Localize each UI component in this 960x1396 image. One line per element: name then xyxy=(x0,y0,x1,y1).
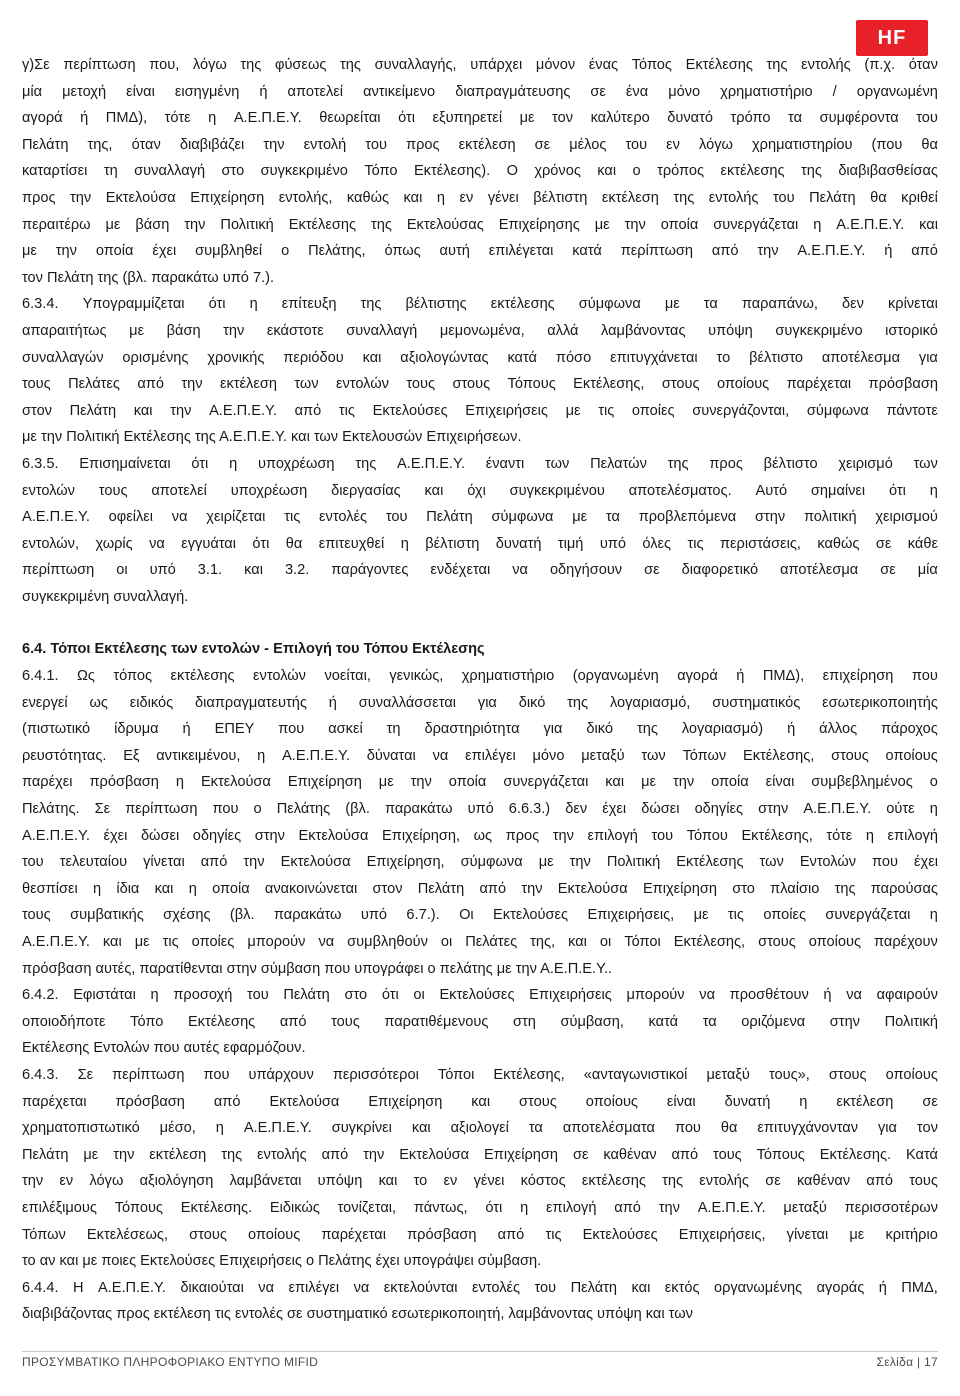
text-line: καταρτίσει τη συναλλαγή στο συγκεκριμένο Τόπο Εκτέλεσης). Ο χρόνος και ο τρόπος εκτέλεσης της διαβιβασθείσας xyxy=(22,163,938,180)
paragraph-p644 xyxy=(22,1275,938,1328)
text-line: τους Πελάτες από την εκτέλεση των εντολών τους στους Τόπους Εκτέλεσης, στους οποίους παρέχεται πρόσβαση xyxy=(22,376,938,393)
text-line: του τελευταίου γίνεται από την Εκτελούσα Επιχείρηση, σύμφωνα με την Πολιτική Εκτέλεσης των Εντολών που έχει xyxy=(22,854,938,871)
text-line: παρέχεται πρόσβαση από Εκτελούσα Επιχείρηση και στους οποίους είναι δυνατή η εκτέλεση σε xyxy=(22,1093,938,1110)
text-line: το αν και με ποιες Εκτελούσες Επιχειρήσεις ο Πελάτης έχει υπογράψει σύμβαση. xyxy=(22,1253,542,1270)
text-line: στον Πελάτη και την Α.Ε.Π.Ε.Υ. από τις Εκτελούσες Επιχειρήσεις με τις οποίες συνεργάζονται, σύμφωνα πάντοτε xyxy=(22,402,938,419)
text-line: προς την Εκτελούσα Επιχείρηση εντολής, καθώς και η εν γένει βέλτιστη εκτέλεση της εντολής του Πελάτη θα κριθεί xyxy=(22,189,938,206)
text-line: διαβιβάζοντας προς εκτέλεση τις εντολές σε συστηματικό εσωτερικοποιητή, λαμβάνοντας υπόψη και των xyxy=(22,1306,693,1323)
paragraph-p643 xyxy=(22,1062,938,1275)
section-spacer xyxy=(22,610,938,636)
text-line: γ)Σε περίπτωση που, λόγω της φύσεως της συναλλαγής, υπάρχει μόνον ένας Τόπος Εκτέλεσης της εντολής (π.χ. όταν xyxy=(22,57,938,73)
hf-logo: HF xyxy=(856,20,928,56)
text-line: τον Πελάτη της (βλ. παρακάτω υπό 7.). xyxy=(22,269,275,286)
paragraph-p635 xyxy=(22,451,938,611)
text-line: απαραιτήτως με βάση την εκάστοτε συναλλαγή μεμονωμένα, αλλά λαμβάνοντας υπόψη συγκεκριμένο ιστορικό xyxy=(22,322,938,339)
paragraph-p642 xyxy=(22,982,938,1062)
paragraph-p641 xyxy=(22,663,938,982)
text-line: εντολών, χωρίς να εγγυάται ότι θα επιτευχθεί η βέλτιστη δυνατή τιμή υπό όλες τις περιστάσεις, καθώς σε κάθε xyxy=(22,535,938,552)
text-line: 6.4.3. Σε περίπτωση που υπάρχουν περισσότεροι Τόποι Εκτέλεσης, «ανταγωνιστικοί μεταξύ τους», στους οποίους xyxy=(22,1066,938,1083)
text-line: 6.3.5. Επισημαίνεται ότι η υποχρέωση της Α.Ε.Π.Ε.Υ. έναντι των Πελατών της προς βέλτιστο χειρισμό των xyxy=(22,455,938,472)
text-line: θεσπίσει η ίδια και η οποία ανακοινώνεται στον Πελάτη από την Εκτελούσα Επιχείρηση στο πλαίσιο της παρούσας xyxy=(22,880,938,897)
text-line: πρόσβαση αυτές, παρατίθενται στην σύμβαση που υπογράφει ο πελάτης με την Α.Ε.Π.Ε.Υ.. xyxy=(22,960,613,977)
text-line: συγκεκριμένη συναλλαγή. xyxy=(22,588,189,605)
paragraph-p1 xyxy=(22,52,938,291)
text-line: Πελάτη με την εκτέλεση της εντολής από την Εκτελούσα Επιχείρηση σε καθέναν από τους Τόπους Εκτέλεσης. Κατά xyxy=(22,1146,938,1163)
text-line: 6.4.4. Η Α.Ε.Π.Ε.Υ. δικαιούται να επιλέγει να εκτελούνται εντολές του Πελάτη και εκτός οργανωμένης αγοράς ή ΠΜΔ, xyxy=(22,1279,938,1296)
text-line: εντολών τους αποτελεί υποχρέωση διεργασίας και όχι συγκεκριμένου αποτελέσματος. Αυτό σημαίνει ότι η xyxy=(22,482,938,499)
footer-document-title: ΠΡΟΣΥΜΒΑΤΙΚΟ ΠΛΗΡΟΦΟΡΙΑΚΟ ΕΝΤΥΠΟ MIFID xyxy=(22,1355,319,1369)
text-line: Πελάτης. Σε περίπτωση που ο Πελάτης (βλ. παρακάτω υπό 6.6.3.) δεν έχει δώσει οδηγίες στην Α.Ε.Π.Ε.Υ. ούτε η xyxy=(22,801,938,818)
text-line: χρηματοπιστωτικό μέσο, η Α.Ε.Π.Ε.Υ. συγκρίνει και αξιολογεί τα αποτελέσματα που θα επιτυγχάνονταν για τον xyxy=(22,1120,938,1137)
text-line: Τόπων Εκτελέσεως, στους οποίους παρέχεται πρόσβαση από τις Εκτελούσες Επιχειρήσεις, γίνεται με κριτήριο xyxy=(22,1226,938,1243)
text-line: παρέχει πρόσβαση η Εκτελούσα Επιχείρηση με την οποία συνεργάζεται και με την οποία είναι συμβεβλημένος ο xyxy=(22,774,938,791)
paragraph-p634 xyxy=(22,291,938,451)
text-line: οποιοδήποτε Τόπο Εκτέλεσης από τους παρατιθέμενους στη σύμβαση, κατά τα οριζόμενα στην Πολιτική xyxy=(22,1013,938,1030)
text-line: συναλλαγών ορισμένης χρονικής περιόδου και αξιολογώντας κατά πόσο επιτυγχάνεται το βέλτιστο αποτέλεσμα για xyxy=(22,349,938,366)
text-line: Πελάτη της, όταν διαβιβάζει την εντολή του προς εκτέλεση σε μέλος του εν λόγω χρηματιστηρίου (που θα xyxy=(22,136,938,153)
text-line: Α.Ε.Π.Ε.Υ. και με τις οποίες μπορούν να συμβληθούν οι Πελάτες της, και οι Τόποι Εκτέλεσης, στους οποίους παρέχουν xyxy=(22,934,938,950)
text-line: επιλέξιμους Τόπους Εκτέλεσης. Ειδικώς τονίζεται, πάντως, ότι η επιλογή από την Α.Ε.Π.Ε.Υ. μεταξύ περισσοτέρων xyxy=(22,1199,938,1216)
text-line: Α.Ε.Π.Ε.Υ. οφείλει να χειρίζεται τις εντολές του Πελάτη σύμφωνα με τα προβλεπόμενα στην πολιτική χειρισμού xyxy=(22,509,938,526)
text-line: 6.4.2. Εφιστάται η προσοχή του Πελάτη στο ότι οι Εκτελούσες Επιχειρήσεις μπορούν να προσθέτουν ή να αφαιρούν xyxy=(22,987,938,1004)
text-line: Εκτέλεσης Εντολών που αυτές εφαρμόζουν. xyxy=(22,1040,306,1057)
document-body xyxy=(22,52,938,1328)
text-line: περίπτωση οι υπό 3.1. και 3.2. παράγοντες ενδέχεται να οδηγήσουν σε διαφορετικό αποτέλεσμα σε μία xyxy=(22,562,938,579)
section-heading: 6.4. Τόποι Εκτέλεσης των εντολών - Επιλογή του Τόπου Εκτέλεσης xyxy=(22,641,485,658)
page-footer xyxy=(22,1351,938,1375)
text-line: περαιτέρω με βάση την Πολιτική Εκτέλεσης της Εκτελούσας Επιχείρησης με την οποία συνεργάζεται η Α.Ε.Π.Ε.Υ. και xyxy=(22,216,938,233)
text-line: 6.4.1. Ως τόπος εκτέλεσης εντολών νοείται, γενικώς, χρηματιστήριο (οργανωμένη αγορά ή ΠΜΔ), επιχείρηση που xyxy=(22,668,938,685)
footer-page-number: Σελίδα | 17 xyxy=(876,1355,938,1369)
text-line: την εν λόγω αξιολόγηση λαμβάνεται υπόψη και το εν γένει κόστος εκτέλεσης της εντολής σε καθέναν από τους xyxy=(22,1173,938,1190)
text-line: αγορά ή ΠΜΔ), τότε η Α.Ε.Π.Ε.Υ. θεωρείται ότι εξυπηρετεί με τον καλύτερο δυνατό τρόπο τα συμφέροντα του xyxy=(22,110,938,127)
text-line: Α.Ε.Π.Ε.Υ. έχει δώσει οδηγίες στην Εκτελούσα Επιχείρηση, ως προς την επιλογή του Τόπου Εκτέλεσης, τότε η επιλογή xyxy=(22,827,938,844)
text-line: μία μετοχή είναι εισηγμένη ή αποτελεί αντικείμενο διαπραγμάτευσης σε ένα μόνο χρηματιστήριο / οργανωμένη xyxy=(22,83,938,100)
text-line: με την οποία έχει συμβληθεί ο Πελάτης, όπως αυτή επιλέγεται κατά περίπτωση από την Α.Ε.Π.Ε.Υ. ή από xyxy=(22,243,938,260)
text-line: τους συμβατικής σχέσης (βλ. παρακάτω υπό 6.7.). Οι Εκτελούσες Επιχειρήσεις, με τις οποίες συνεργάζεται η xyxy=(22,907,938,924)
text-line: (πιστωτικό ίδρυμα ή ΕΠΕΥ που ασκεί τη δραστηριότητα για δικό της λογαριασμό) ή άλλος πάροχος xyxy=(22,721,938,738)
text-line: ρευστότητας. Εξ αντικειμένου, η Α.Ε.Π.Ε.Υ. δύναται να επιλέγει μόνο μεταξύ των Τόπων Εκτέλεσης, στους οποίους xyxy=(22,747,938,764)
text-line: 6.3.4. Υπογραμμίζεται ότι η επίτευξη της βέλτιστης εκτέλεσης σύμφωνα με τα παραπάνω, δεν κρίνεται xyxy=(22,296,938,313)
text-line: ενεργεί ως ειδικός διαπραγματευτής ή συναλλάσσεται για δικό της λογαριασμό, συστηματικός εσωτερικοποιητής xyxy=(22,694,938,711)
text-line: με την Πολιτική Εκτέλεσης της Α.Ε.Π.Ε.Υ. και των Εκτελουσών Επιχειρήσεων. xyxy=(22,429,522,446)
